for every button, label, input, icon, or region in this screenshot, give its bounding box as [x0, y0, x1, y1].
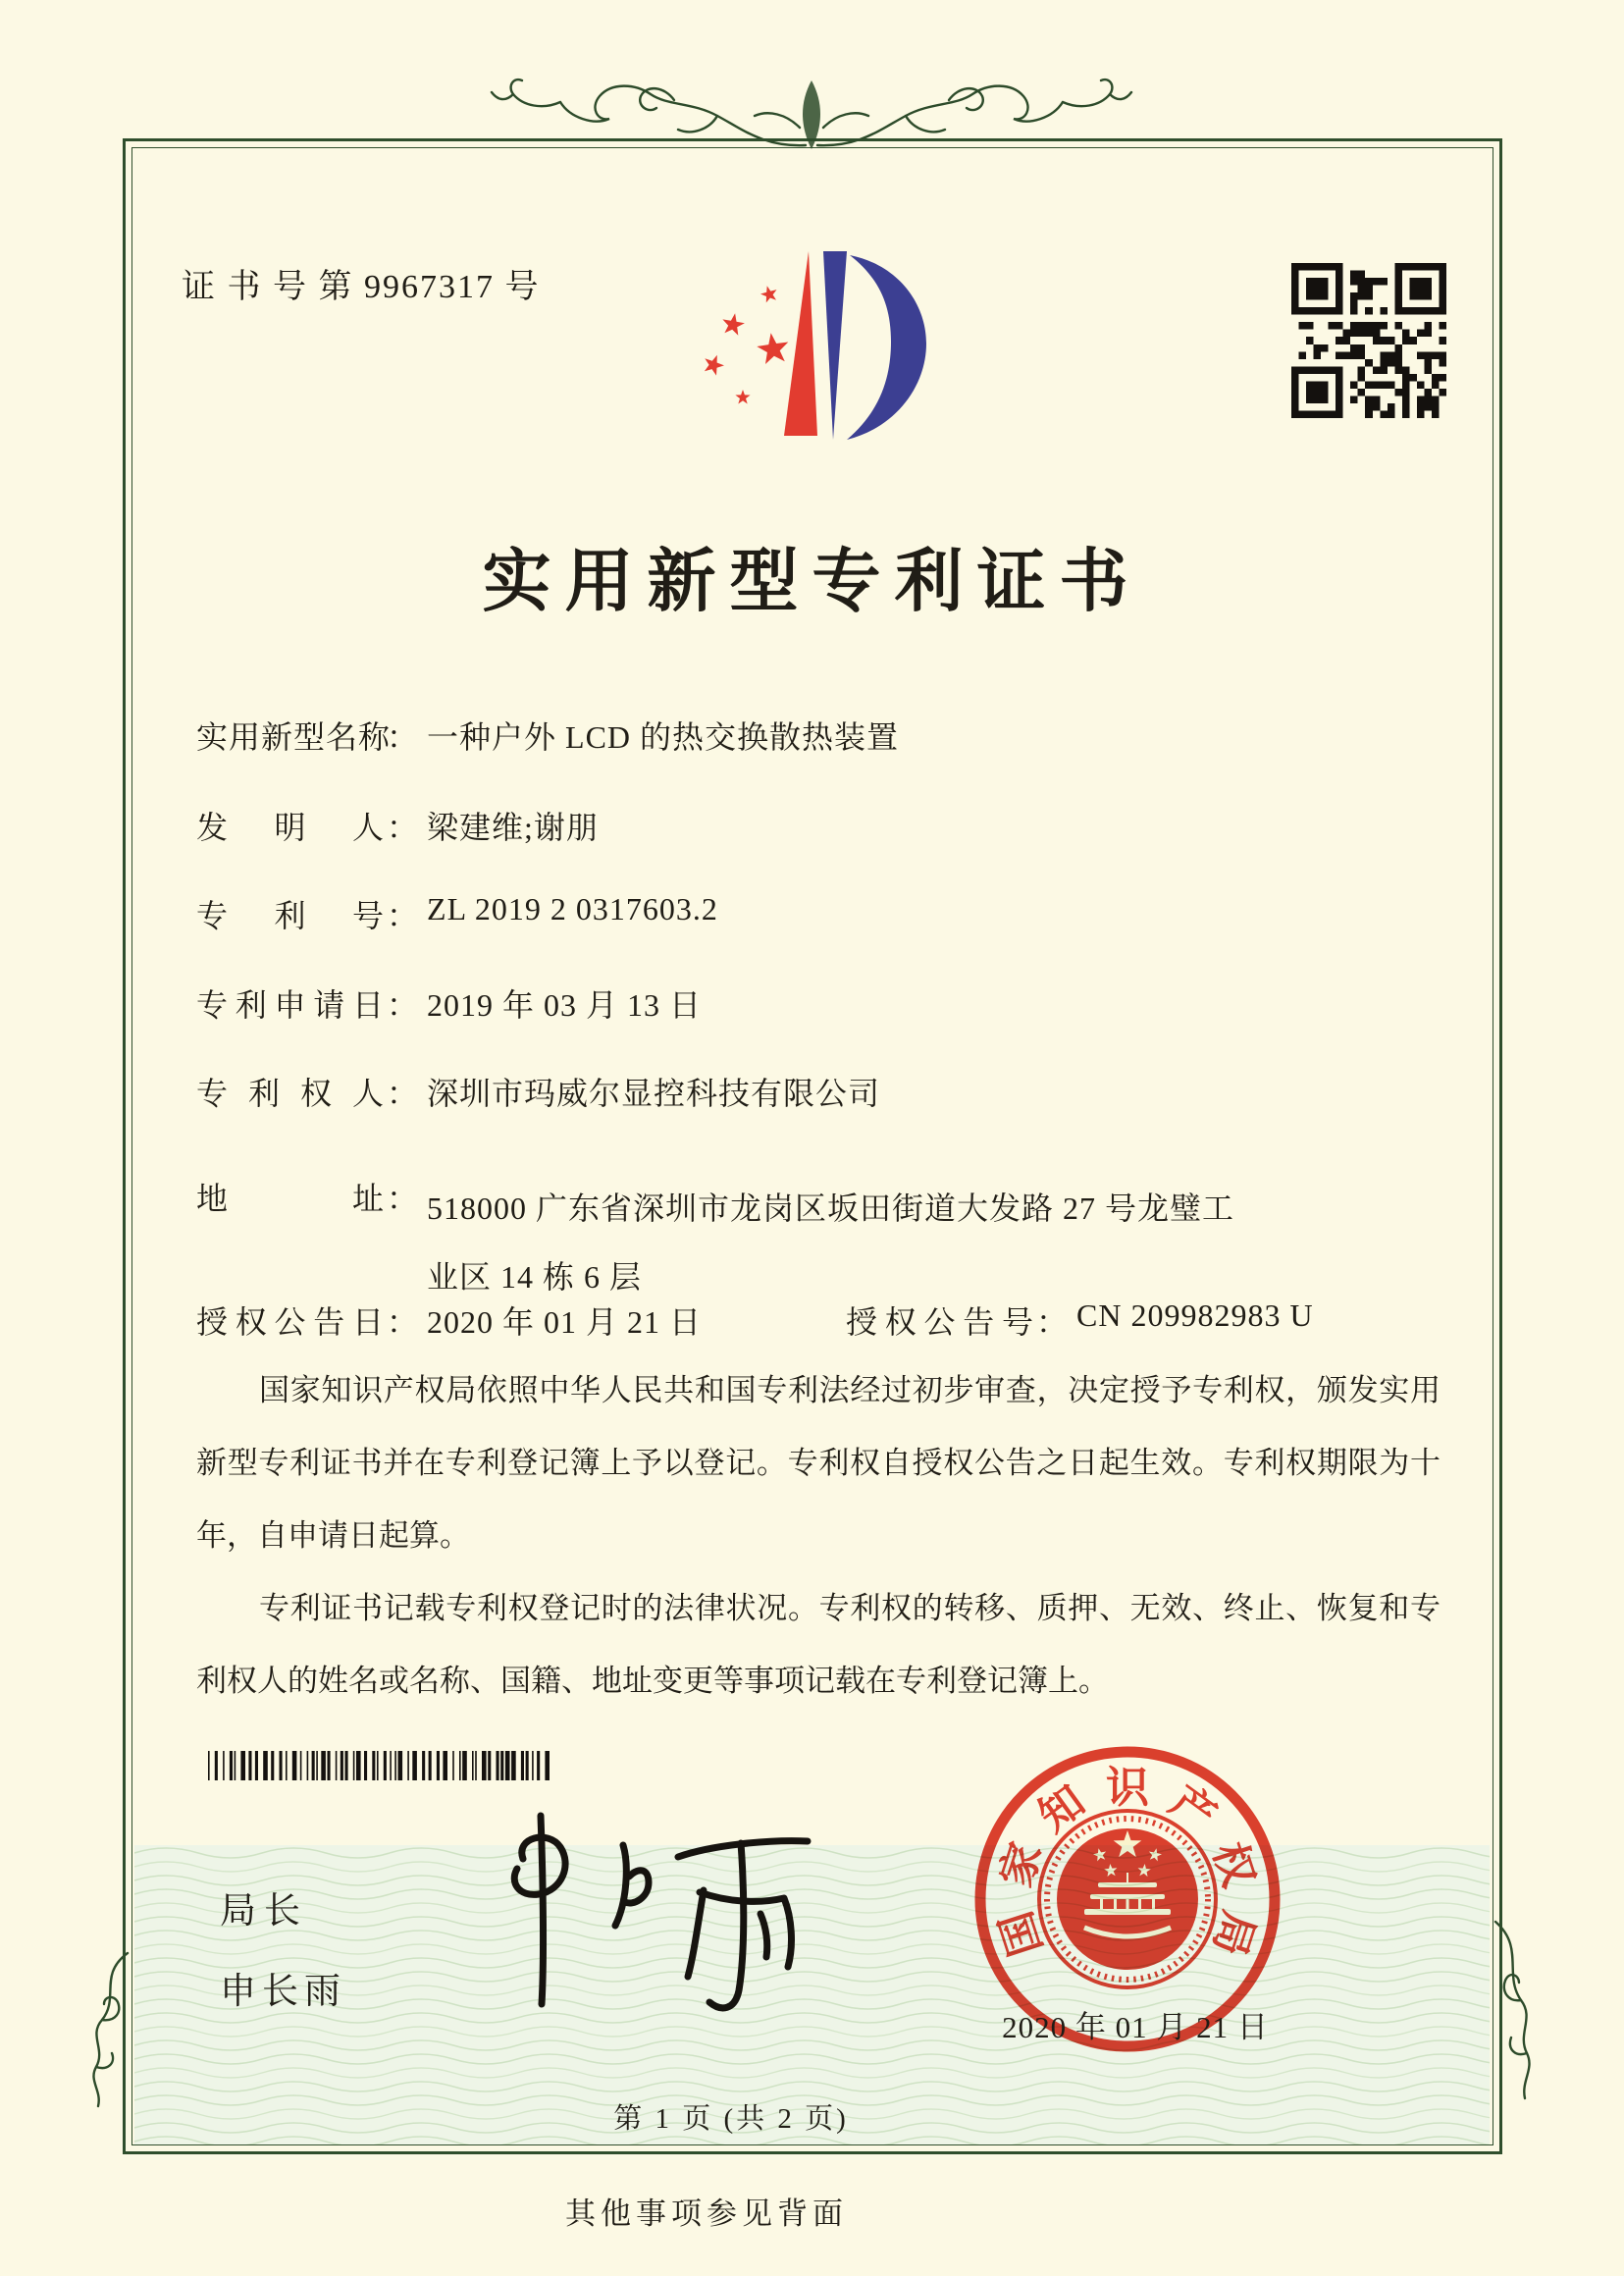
field-grant-row: 授权公告日： 2020 年 01 月 21 日 授权公告号： CN 209982983 U — [196, 1297, 702, 1343]
field-label: 实用新型名称 — [196, 719, 392, 755]
field-label: 授权公告号 — [846, 1304, 1034, 1340]
field-label: 授权公告日 — [196, 1304, 385, 1340]
director-name: 申长雨 — [220, 1972, 346, 2012]
grant-date: 2020 年 01 月 21 日 — [427, 1304, 703, 1340]
field-patent-number: 专利号： ZL 2019 2 0317603.2 — [196, 891, 718, 936]
field-label: 专利号 — [196, 898, 385, 933]
certificate-number: 证 书 号 第 9967317 号 — [182, 269, 541, 305]
director-title: 局长 — [220, 1891, 308, 1932]
seal-date: 2020 年 01 月 21 日 — [1002, 2010, 1269, 2044]
field-value: 2019 年 03 月 13 日 — [427, 987, 703, 1023]
field-label: 地址 — [196, 1181, 385, 1216]
legal-body-text — [196, 1354, 1441, 1718]
page-indicator: 第 1 页 (共 2 页) — [613, 2103, 849, 2135]
barcode — [208, 1751, 557, 1780]
svg-text:识: 识 — [1106, 1764, 1149, 1812]
back-side-note: 其他事项参见背面 — [565, 2197, 848, 2231]
field-utility-model-name: 实用新型名称： 一种户外 LCD 的热交换散热装置 — [196, 713, 899, 758]
director-signature — [446, 1808, 839, 2053]
svg-text:家: 家 — [991, 1836, 1052, 1893]
field-value: 518000 广东省深圳市龙岗区坂田街道大发路 27 号龙璧工 业区 14 栋 6 层 — [427, 1191, 1235, 1295]
svg-text:局: 局 — [1203, 1905, 1264, 1962]
field-grant-number: 授权公告号： CN 209982983 U — [846, 1297, 1314, 1343]
svg-text:产: 产 — [1161, 1776, 1225, 1841]
svg-text:权: 权 — [1203, 1836, 1264, 1893]
field-value: 一种户外 LCD 的热交换散热装置 — [427, 719, 900, 755]
field-value: ZL 2019 2 0317603.2 — [427, 891, 718, 926]
grant-number: CN 209982983 U — [1076, 1297, 1314, 1333]
body-paragraph-1: 国家知识产权局依照中华人民共和国专利法经过初步审查，决定授予专利权，颁发实用新型专利证书并在专利登记簿上予以登记。专利权自授权公告之日起生效。专利权期限为十年，自申请日起算。 — [196, 1373, 1441, 1553]
qr-code — [1291, 263, 1446, 418]
field-value: 深圳市玛威尔显控科技有限公司 — [427, 1076, 881, 1111]
bottom-left-ornament — [69, 1951, 157, 2118]
bottom-right-ornament — [1466, 1920, 1554, 2106]
field-address: 地址： 518000 广东省深圳市龙岗区坂田街道大发路 27 号龙璧工 业区 14 栋 6 层 — [196, 1174, 1234, 1311]
field-label: 发明人 — [196, 810, 385, 845]
field-inventor: 发明人： 梁建维;谢朋 — [196, 803, 599, 848]
top-flourish-ornament — [478, 55, 1145, 167]
body-paragraph-2: 专利证书记载专利权登记时的法律状况。专利权的转移、质押、无效、终止、恢复和专利权人的姓名或名称、国籍、地址变更等事项记载在专利登记簿上。 — [196, 1591, 1441, 1698]
svg-text:国: 国 — [991, 1905, 1052, 1962]
field-patentee: 专利权人： 深圳市玛威尔显控科技有限公司 — [196, 1069, 880, 1114]
field-label: 专利权人 — [196, 1076, 385, 1111]
field-filing-date: 专利申请日： 2019 年 03 月 13 日 — [196, 980, 702, 1026]
certificate-title: 实用新型专利证书 — [482, 545, 1142, 620]
cnipa-logo-icon — [687, 194, 944, 442]
field-label: 专利申请日 — [196, 987, 385, 1023]
svg-text:知: 知 — [1030, 1776, 1094, 1841]
field-value: 梁建维;谢朋 — [427, 810, 599, 845]
